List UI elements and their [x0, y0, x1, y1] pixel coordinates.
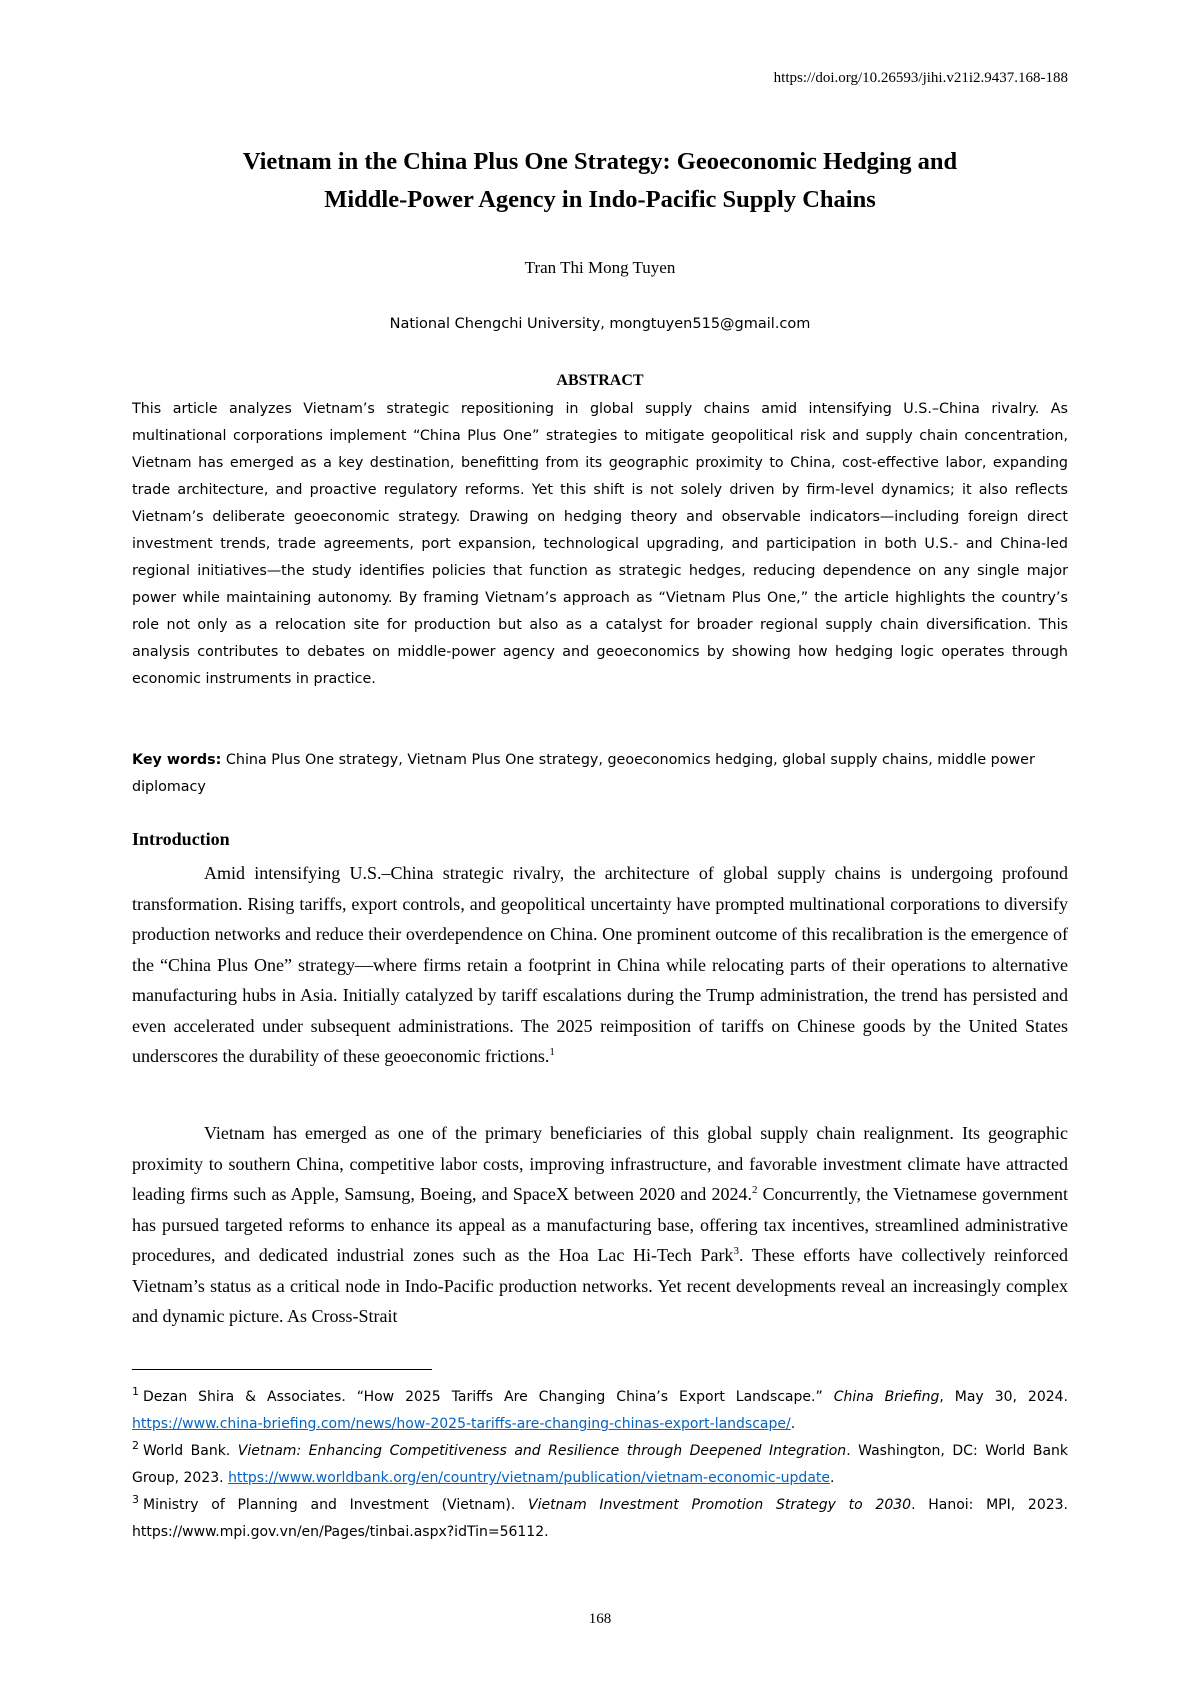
- footnote-ref-2[interactable]: 2: [751, 1184, 758, 1196]
- introduction-heading: Introduction: [132, 829, 230, 849]
- footnote-3-link[interactable]: https://www.mpi.gov.vn/en/Pages/tinbai.aspx?idTin=56112: [132, 1524, 545, 1540]
- footnote-1-end: .: [790, 1416, 796, 1432]
- footnote-2-number: 2: [132, 1439, 139, 1453]
- keywords: [132, 747, 1068, 801]
- footnote-ref-3[interactable]: 3: [733, 1245, 739, 1257]
- paragraph-1-text: Amid intensifying U.S.–China strategic rivalry, the architecture of global supply chains is undergoing profound transformation. Rising tariffs, export controls, and geopolitical uncertainty have prompted multinational corporations to diversify production networks and reduce their overdependence on China. One prominent outcome of this recalibration is the emergence of the “China Plus One” strategy—where firms retain a footprint in China while relocating parts of their operations to alternative manufacturing hubs in Asia. Initially catalyzed by tariff escalations during the Trump administration, the trend has persisted and even accelerated under subsequent administrations. The 2025 reimposition of tariffs on Chinese goods by the United States underscores the durability of these geoeconomic frictions.: [132, 863, 1068, 1066]
- footnote-1-link[interactable]: https://www.china-briefing.com/news/how-2025-tariffs-are-changing-chinas-export-landscape/: [132, 1416, 791, 1432]
- footnote-2-link[interactable]: https://www.worldbank.org/en/country/vietnam/publication/vietnam-economic-update: [228, 1470, 831, 1486]
- keywords-text: China Plus One strategy, Vietnam Plus One strategy, geoeconomics hedging, global supply chains, middle power diplomacy: [132, 752, 1035, 795]
- page-number: 168: [588, 1611, 612, 1627]
- footnote-3-number: 3: [132, 1493, 139, 1507]
- footnote-1-date: , May 30, 2024.: [939, 1389, 1069, 1405]
- footnote-3-end: .: [544, 1524, 549, 1540]
- introduction-paragraph-1: [132, 858, 1068, 1072]
- footnote-3-publication: Vietnam Investment Promotion Strategy to 2030: [528, 1497, 912, 1513]
- abstract-heading: ABSTRACT: [556, 372, 644, 389]
- footnote-2-end: .: [830, 1470, 835, 1486]
- footnote-1-source: Dezan Shira & Associates. “How 2025 Tariffs Are Changing China’s Export Landscape.”: [143, 1389, 834, 1405]
- keywords-label: Key words:: [132, 752, 222, 768]
- footnote-2-date: . Washington, DC: World Bank Group, 2023.: [132, 1443, 1068, 1486]
- footnote-3: [132, 1492, 1068, 1546]
- doi-link[interactable]: https://doi.org/10.26593/jihi.v21i2.9437.168-188: [773, 70, 1068, 86]
- footnote-1-publication: China Briefing: [833, 1389, 940, 1405]
- footnote-ref-1[interactable]: 1: [549, 1046, 555, 1058]
- footnote-2: [132, 1438, 1068, 1492]
- footnote-separator: [132, 1369, 432, 1370]
- footnote-1-number: 1: [132, 1385, 139, 1399]
- author-name: Tran Thi Mong Tuyen: [524, 258, 676, 277]
- introduction-paragraph-2: [132, 1118, 1068, 1332]
- footnote-3-date: . Hanoi: MPI, 2023.: [911, 1497, 1069, 1513]
- footnote-2-publication: Vietnam: Enhancing Competitiveness and Resilience through Deepened Integration: [237, 1443, 847, 1459]
- paper-title-line-1: Vietnam in the China Plus One Strategy: Geoeconomic Hedging and: [242, 148, 958, 175]
- paragraph-2-text-c: . These efforts have collectively reinforced Vietnam’s status as a critical node in Indo-Pacific production networks. Yet recent developments reveal an increasingly complex and dynamic picture. As Cross-Strait: [132, 1245, 1068, 1326]
- paragraph-2-text-a: Vietnam has emerged as one of the primary beneficiaries of this global supply chain realignment. Its geographic proximity to southern China, competitive labor costs, improving infrastructure, and favorable investment climate have attracted leading firms such as Apple, Samsung, Boeing, and SpaceX between 2020 and 2024.: [132, 1123, 1068, 1204]
- abstract-text: This article analyzes Vietnam’s strategic repositioning in global supply chains amid intensifying U.S.–China rivalry. As multinational corporations implement “China Plus One” strategies to mitigate geopolitical risk and supply chain concentration, Vietnam has emerged as a key destination, benefitting from its geographic proximity to China, cost-effective labor, expanding trade architecture, and proactive regulatory reforms. Yet this shift is not solely driven by firm-level dynamics; it also reflects Vietnam’s deliberate geoeconomic strategy. Drawing on hedging theory and observable indicators—including foreign direct investment trends, trade agreements, port expansion, technological upgrading, and participation in both U.S.- and China-led regional initiatives—the study identifies policies that function as strategic hedges, reducing dependence on any single major power while maintaining autonomy. By framing Vietnam’s approach as “Vietnam Plus One,” the article highlights the country’s role not only as a relocation site for production but also as a catalyst for broader regional supply chain diversification. This analysis contributes to debates on middle-power agency and geoeconomics by showing how hedging logic operates through economic instruments in practice.: [132, 401, 1068, 687]
- footnote-3-source: Ministry of Planning and Investment (Vietnam).: [143, 1497, 529, 1513]
- paper-title-line-2: Middle-Power Agency in Indo-Pacific Supply Chains: [324, 186, 876, 213]
- paper-title: [132, 143, 1068, 219]
- footnote-1: [132, 1384, 1068, 1438]
- author-affiliation: National Chengchi University, mongtuyen515@gmail.com: [389, 316, 811, 332]
- paragraph-2-text-b: Concurrently, the Vietnamese government has pursued targeted reforms to enhance its appeal as a manufacturing base, offering tax incentives, streamlined administrative procedures, and dedicated industrial zones such as the Hoa Lac Hi-Tech Park: [132, 1184, 1069, 1265]
- footnote-2-source: World Bank.: [143, 1443, 238, 1459]
